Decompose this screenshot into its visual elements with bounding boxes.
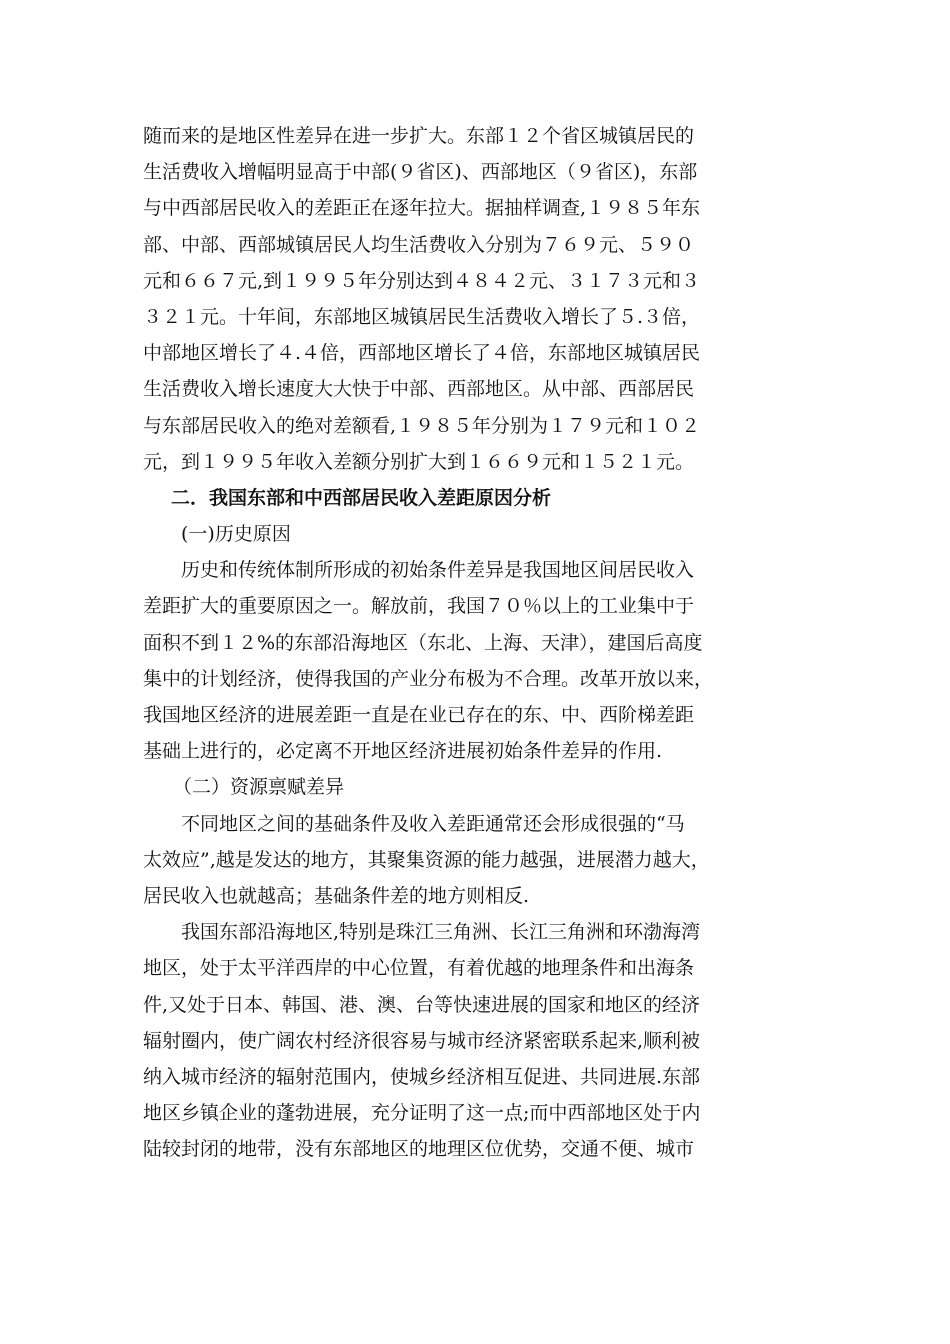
paragraph-line: 历史和传统体制所形成的初始条件差异是我国地区间居民收入	[181, 559, 695, 582]
paragraph-line: 面积不到１２%的东部沿海地区（东北、上海、天津），建国后高度	[143, 631, 703, 654]
paragraph-line: 地区，处于太平洋西岸的中心位置，有着优越的地理条件和出海条	[143, 957, 695, 980]
paragraph-line: 地区乡镇企业的蓬勃进展，充分证明了这一点;而中西部地区处于内	[143, 1102, 701, 1125]
paragraph-line: 辐射圈内，使广阔农村经济很容易与城市经济紧密联系起来,顺利被	[143, 1029, 701, 1052]
paragraph-line: 生活费收入增长速度大大快于中部、西部地区。从中部、西部居民	[143, 378, 695, 401]
paragraph-line: 居民收入也就越高；基础条件差的地方则相反.	[143, 884, 530, 907]
paragraph-line: 不同地区之间的基础条件及收入差距通常还会形成很强的“马	[181, 812, 685, 835]
paragraph-line: ３２１元。十年间，东部地区城镇居民生活费收入增长了５.３倍，	[143, 305, 701, 328]
paragraph-line: 与中西部居民收入的差距正在逐年拉大。据抽样调查,１９８５年东	[143, 197, 701, 220]
paragraph-line: 中部地区增长了４.４倍，西部地区增长了４倍，东部地区城镇居民	[143, 342, 701, 365]
paragraph-line: 元和６６７元,到１９９５年分别达到４８４２元、３１７３元和３	[143, 269, 701, 292]
section-heading: 二．我国东部和中西部居民收入差距原因分析	[171, 486, 552, 509]
paragraph-line: 部、中部、西部城镇居民人均生活费收入分别为７６９元、５９０	[143, 233, 695, 256]
document-body	[143, 118, 808, 1167]
paragraph-line: 我国地区经济的进展差距一直是在业已存在的东、中、西阶梯差距	[143, 704, 695, 726]
paragraph-line: 陆较封闭的地带，没有东部地区的地理区位优势，交通不便、城市	[143, 1138, 695, 1161]
paragraph-line: 太效应”,越是发达的地方，其聚集资源的能力越强，进展潜力越大，	[143, 848, 710, 871]
paragraph-line: 元，到１９９５年收入差额分别扩大到１６６９元和１５２１元。	[143, 450, 695, 473]
paragraph-line: 纳入城市经济的辐射范围内，使城乡经济相互促进、共同进展.东部	[143, 1065, 701, 1088]
paragraph-line: 基础上进行的，必定离不开地区经济进展初始条件差异的作用.	[143, 740, 663, 763]
paragraph-line: 件,又处于日本、韩国、港、澳、台等快速进展的国家和地区的经济	[143, 993, 701, 1016]
subsection-heading: （二）资源禀赋差异	[173, 776, 345, 799]
paragraph-line: 集中的计划经济，使得我国的产业分布极为不合理。改革开放以来，	[143, 667, 714, 690]
subsection-heading: (一)历史原因	[181, 523, 291, 546]
paragraph-line: 与东部居民收入的绝对差额看,１９８５年分别为１７９元和１０２	[143, 414, 701, 437]
paragraph-line: 随而来的是地区性差异在进一步扩大。东部１２个省区城镇居民的	[143, 125, 695, 147]
paragraph-line: 生活费收入增幅明显高于中部(９省区)、西部地区（９省区)，东部	[143, 161, 698, 184]
paragraph-line: 差距扩大的重要原因之一。解放前，我国７０％以上的工业集中于	[143, 595, 695, 618]
paragraph-line: 我国东部沿海地区,特别是珠江三角洲、长江三角洲和环渤海湾	[181, 921, 701, 944]
